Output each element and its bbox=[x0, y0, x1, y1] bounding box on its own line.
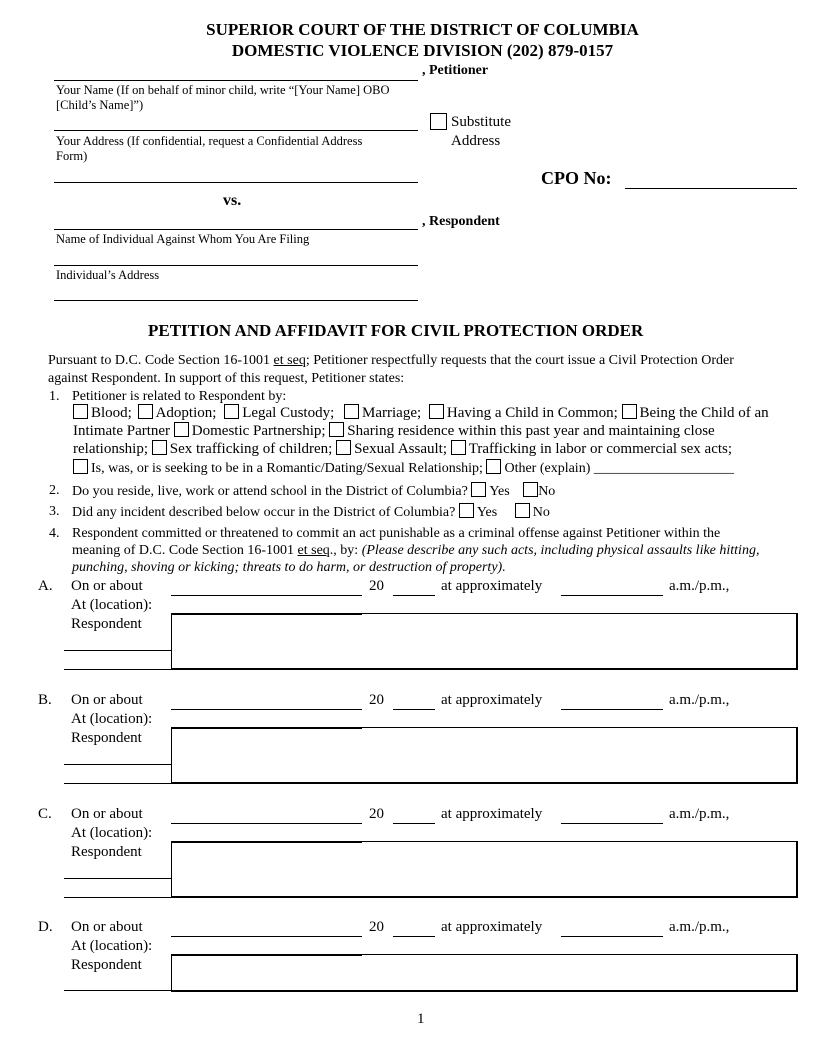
individual-name-label: Name of Individual Against Whom You Are Filing bbox=[56, 232, 310, 246]
your-address-label-line2: Form) bbox=[56, 149, 88, 163]
on-or-about-label: On or about bbox=[71, 578, 143, 594]
item3-row bbox=[72, 503, 550, 522]
incident-date-line[interactable] bbox=[171, 709, 362, 710]
incident-year-line[interactable] bbox=[393, 823, 435, 824]
year-prefix-label: 20 bbox=[369, 806, 384, 822]
sexual-assault-label: Sexual Assault; bbox=[354, 441, 448, 457]
location-label: At (location): bbox=[71, 597, 153, 613]
incident-letter: C. bbox=[38, 806, 52, 822]
item2-yes-label: Yes bbox=[489, 484, 510, 499]
incident-date-line[interactable] bbox=[171, 936, 362, 937]
item4-line2a: meaning of D.C. Code Section 16-1001 bbox=[72, 543, 298, 558]
cpo-number-line[interactable] bbox=[625, 188, 797, 189]
item1-text: Petitioner is related to Respondent by: bbox=[72, 389, 287, 404]
ampm-label: a.m./p.m., bbox=[669, 806, 730, 822]
cpo-number-label: CPO No: bbox=[541, 168, 612, 188]
versus-label: vs. bbox=[223, 192, 242, 209]
item3-number: 3. bbox=[49, 504, 60, 519]
division-heading: DOMESTIC VIOLENCE DIVISION (202) 879-0157 bbox=[231, 41, 614, 60]
relationship-label: relationship; bbox=[73, 441, 148, 457]
intro-line2: against Respondent. In support of this request, Petitioner states: bbox=[48, 371, 405, 386]
your-address-line-2[interactable] bbox=[54, 182, 418, 183]
incident-time-line[interactable] bbox=[561, 595, 663, 596]
item2-no-label: No bbox=[538, 484, 556, 499]
other-relationship-label: Other (explain) ____________________ bbox=[504, 461, 734, 476]
labor-trafficking-label: Trafficking in labor or commercial sex acts; bbox=[468, 441, 733, 457]
at-approximately-label: at approximately bbox=[441, 692, 543, 708]
incident-respondent-line-2[interactable] bbox=[64, 897, 172, 898]
individual-name-line-2[interactable] bbox=[54, 265, 418, 266]
romantic-relationship-label: Is, was, or is seeking to be in a Romantic/Dating/Sexual Relationship; bbox=[91, 461, 483, 476]
item4-etseq: et seq bbox=[297, 543, 330, 558]
location-label: At (location): bbox=[71, 825, 153, 841]
incident-respondent-line-2[interactable] bbox=[64, 669, 172, 670]
year-prefix-label: 20 bbox=[369, 919, 384, 935]
item4-number: 4. bbox=[49, 526, 60, 541]
item1-number: 1. bbox=[49, 389, 60, 404]
location-label: At (location): bbox=[71, 938, 153, 954]
item2-text: Do you reside, live, work or attend school in the District of Columbia? bbox=[72, 484, 468, 499]
item1-options-row3 bbox=[73, 440, 732, 459]
respondent-label: Respondent bbox=[71, 957, 142, 973]
child-of-partner-checkbox[interactable] bbox=[622, 404, 637, 419]
marriage-checkbox[interactable] bbox=[344, 404, 359, 419]
blood-checkbox[interactable] bbox=[73, 404, 88, 419]
labor-trafficking-checkbox[interactable] bbox=[451, 440, 466, 455]
shared-residence-label: Sharing residence within this past year and maintaining close bbox=[347, 423, 715, 439]
on-or-about-label: On or about bbox=[71, 692, 143, 708]
individual-address-line[interactable] bbox=[54, 300, 418, 301]
item4-line1: Respondent committed or threatened to commit an act punishable as a criminal offense against Petitioner within the bbox=[72, 526, 721, 541]
substitute-address-checkbox[interactable] bbox=[430, 113, 450, 133]
item4-line3: punching, shoving or kicking; threats to do harm, or destruction of property). bbox=[72, 560, 506, 575]
item2-number: 2. bbox=[49, 483, 60, 498]
respondent-label: Respondent bbox=[71, 844, 142, 860]
incident-respondent-line[interactable] bbox=[64, 650, 172, 651]
petitioner-name-line[interactable] bbox=[54, 80, 418, 81]
incident-letter: D. bbox=[38, 919, 53, 935]
romantic-relationship-checkbox[interactable] bbox=[73, 459, 88, 474]
ampm-label: a.m./p.m., bbox=[669, 578, 730, 594]
incident-time-line[interactable] bbox=[561, 823, 663, 824]
marriage-label: Marriage; bbox=[362, 405, 422, 421]
incident-time-line[interactable] bbox=[561, 709, 663, 710]
intro-etseq: et seq bbox=[273, 353, 306, 368]
ampm-label: a.m./p.m., bbox=[669, 692, 730, 708]
item3-yes-label: Yes bbox=[476, 505, 498, 520]
intro-part2: ; Petitioner respectfully requests that the court issue a Civil Protection Order bbox=[305, 353, 734, 368]
sex-trafficking-checkbox[interactable] bbox=[152, 440, 167, 455]
shared-residence-checkbox[interactable] bbox=[329, 422, 344, 437]
incident-year-line[interactable] bbox=[393, 595, 435, 596]
incident-date-line[interactable] bbox=[171, 595, 362, 596]
domestic-partnership-label: Domestic Partnership; bbox=[191, 423, 326, 439]
item4-line2 bbox=[72, 542, 759, 560]
child-of-partner-label: Being the Child of an bbox=[639, 405, 769, 421]
your-name-label-line1: Your Name (If on behalf of minor child, write “[Your Name] OBO bbox=[56, 83, 390, 97]
item3-text: Did any incident described below occur in the District of Columbia? bbox=[72, 505, 456, 520]
sex-trafficking-label: Sex trafficking of children; bbox=[169, 441, 333, 457]
incident-description-box[interactable] bbox=[171, 727, 798, 784]
incident-letter: B. bbox=[38, 692, 52, 708]
intimate-partner-label: Intimate Partner bbox=[73, 423, 171, 439]
substitute-label: Substitute bbox=[451, 114, 512, 130]
incident-description-box[interactable] bbox=[171, 841, 798, 898]
incident-year-line[interactable] bbox=[393, 709, 435, 710]
incident-description-box[interactable] bbox=[171, 954, 798, 992]
item2-no-checkbox[interactable] bbox=[523, 482, 538, 497]
ampm-label: a.m./p.m., bbox=[669, 919, 730, 935]
item4-line2c: (Please describe any such acts, including physical assaults like hitting, bbox=[361, 543, 760, 558]
domestic-partnership-checkbox[interactable] bbox=[174, 422, 189, 437]
intro-line1 bbox=[48, 352, 734, 370]
your-name-label-line2: [Child’s Name]”) bbox=[56, 98, 144, 112]
legal-custody-label: Legal Custody; bbox=[242, 405, 335, 421]
item1-options-row1 bbox=[73, 404, 769, 423]
item3-no-checkbox[interactable] bbox=[515, 503, 530, 518]
incident-respondent-line[interactable] bbox=[64, 990, 172, 991]
sexual-assault-checkbox[interactable] bbox=[336, 440, 351, 455]
adoption-label: Adoption; bbox=[155, 405, 217, 421]
at-approximately-label: at approximately bbox=[441, 806, 543, 822]
at-approximately-label: at approximately bbox=[441, 578, 543, 594]
year-prefix-label: 20 bbox=[369, 692, 384, 708]
at-approximately-label: at approximately bbox=[441, 919, 543, 935]
item3-no-label: No bbox=[532, 505, 550, 520]
adoption-checkbox[interactable] bbox=[138, 404, 153, 419]
child-in-common-label: Having a Child in Common; bbox=[446, 405, 618, 421]
incident-respondent-line[interactable] bbox=[64, 764, 172, 765]
incident-date-line[interactable] bbox=[171, 823, 362, 824]
on-or-about-label: On or about bbox=[71, 806, 143, 822]
item2-yes-checkbox[interactable] bbox=[471, 482, 486, 497]
item2-row bbox=[72, 482, 555, 501]
your-address-line[interactable] bbox=[54, 130, 418, 131]
on-or-about-label: On or about bbox=[71, 919, 143, 935]
year-prefix-label: 20 bbox=[369, 578, 384, 594]
intro-part1: Pursuant to D.C. Code Section 16-1001 bbox=[48, 353, 274, 368]
location-label: At (location): bbox=[71, 711, 153, 727]
incident-respondent-line[interactable] bbox=[64, 878, 172, 879]
substitute-address-label-line2: Address bbox=[451, 133, 501, 149]
item4-line2b: ., by: bbox=[329, 543, 362, 558]
incident-respondent-line-2[interactable] bbox=[64, 783, 172, 784]
page-number: 1 bbox=[417, 1011, 425, 1027]
child-in-common-checkbox[interactable] bbox=[429, 404, 444, 419]
respondent-suffix: , Respondent bbox=[422, 214, 500, 229]
respondent-label: Respondent bbox=[71, 730, 142, 746]
petitioner-suffix: , Petitioner bbox=[422, 63, 489, 78]
legal-custody-checkbox[interactable] bbox=[224, 404, 239, 419]
item1-options-row2 bbox=[73, 422, 715, 441]
incident-letter: A. bbox=[38, 578, 53, 594]
checkbox-icon bbox=[430, 113, 447, 130]
individual-address-label: Individual’s Address bbox=[56, 268, 160, 282]
incident-description-box[interactable] bbox=[171, 613, 798, 670]
court-name-heading: SUPERIOR COURT OF THE DISTRICT OF COLUMBIA bbox=[206, 20, 639, 39]
incident-time-line[interactable] bbox=[561, 936, 663, 937]
respondent-name-line[interactable] bbox=[54, 229, 418, 230]
other-relationship-checkbox[interactable] bbox=[486, 459, 501, 474]
item3-yes-checkbox[interactable] bbox=[459, 503, 474, 518]
incident-year-line[interactable] bbox=[393, 936, 435, 937]
your-address-label-line1: Your Address (If confidential, request a Confidential Address bbox=[56, 134, 363, 148]
respondent-label: Respondent bbox=[71, 616, 142, 632]
blood-label: Blood; bbox=[91, 405, 132, 421]
item1-options-row4 bbox=[73, 459, 734, 478]
petition-title: PETITION AND AFFIDAVIT FOR CIVIL PROTECTION ORDER bbox=[148, 321, 644, 340]
